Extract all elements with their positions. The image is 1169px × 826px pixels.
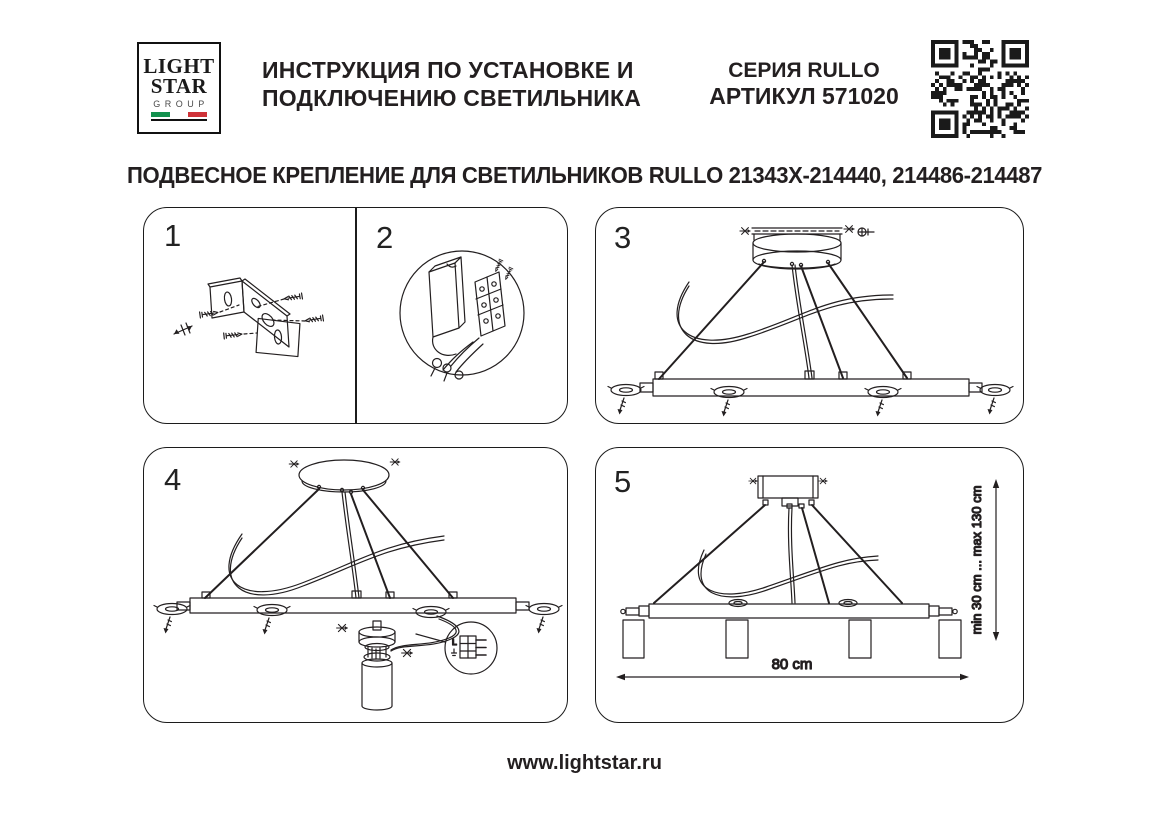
italian-flag-stripe <box>151 112 207 121</box>
suspension-cables <box>659 262 907 379</box>
qr-code <box>931 40 1029 138</box>
power-cord <box>698 550 878 597</box>
cover-plate <box>429 257 465 355</box>
power-cord <box>677 282 893 343</box>
article-label: АРТИКУЛ 571020 <box>709 83 899 109</box>
logo-word-star: STAR <box>150 73 208 98</box>
website-url: www.lightstar.ru <box>507 752 662 774</box>
terminal-l-label: L <box>452 638 457 647</box>
step-3-number: 3 <box>614 220 632 255</box>
height-dimension-label: min 30 cm ... max 130 cm <box>969 485 984 635</box>
lightstar-logo <box>137 42 221 134</box>
series-label: СЕРИЯ RULLO <box>728 59 880 82</box>
ceiling-canopy <box>289 459 400 494</box>
bracket-diagram <box>144 208 355 424</box>
assembled-dimensions-diagram <box>596 448 1022 721</box>
bracket-screws <box>200 293 324 339</box>
horizontal-bar <box>177 591 529 613</box>
width-dimension-label: 80 cm <box>771 656 813 673</box>
lamp-rosettes <box>608 385 1013 417</box>
subtitle: ПОДВЕСНОЕ КРЕПЛЕНИЕ ДЛЯ СВЕТИЛЬНИКОВ RULLO 21343Х-214440, 214486-214487 <box>127 162 1042 188</box>
step-4-number: 4 <box>164 462 182 497</box>
step-5-number: 5 <box>614 464 632 499</box>
series-article-block <box>690 58 918 110</box>
title-line-2: ПОДКЛЮЧЕНИЮ СВЕТИЛЬНИКА <box>262 85 642 111</box>
panel-step-4 <box>143 447 568 723</box>
horizontal-bar <box>621 600 957 619</box>
ceiling-hanging-diagram <box>596 208 1022 422</box>
cylinder-shades <box>623 620 961 658</box>
title-line-1: ИНСТРУКЦИЯ ПО УСТАНОВКЕ И <box>262 57 634 83</box>
height-dimension <box>969 479 999 641</box>
shade-attachment-diagram <box>144 448 566 721</box>
suspension-cables <box>654 505 902 603</box>
screwing-direction-icon <box>174 323 192 335</box>
panel-step-1-2 <box>143 207 568 424</box>
wiring-detail-diagram <box>355 208 569 424</box>
lamp-rosettes <box>154 604 562 635</box>
page-title <box>262 56 662 112</box>
mounting-bracket <box>208 278 302 358</box>
step-2-number: 2 <box>376 220 394 255</box>
logo-word-group: GROUP <box>153 98 209 109</box>
panel-step-3 <box>595 207 1024 424</box>
panel-step-5 <box>595 447 1024 723</box>
ceiling-canopy <box>749 476 828 508</box>
step-1-number: 1 <box>164 218 182 253</box>
suspension-cables <box>205 489 453 598</box>
logo-word-light: LIGHT <box>143 53 215 78</box>
width-dimension <box>616 656 969 680</box>
